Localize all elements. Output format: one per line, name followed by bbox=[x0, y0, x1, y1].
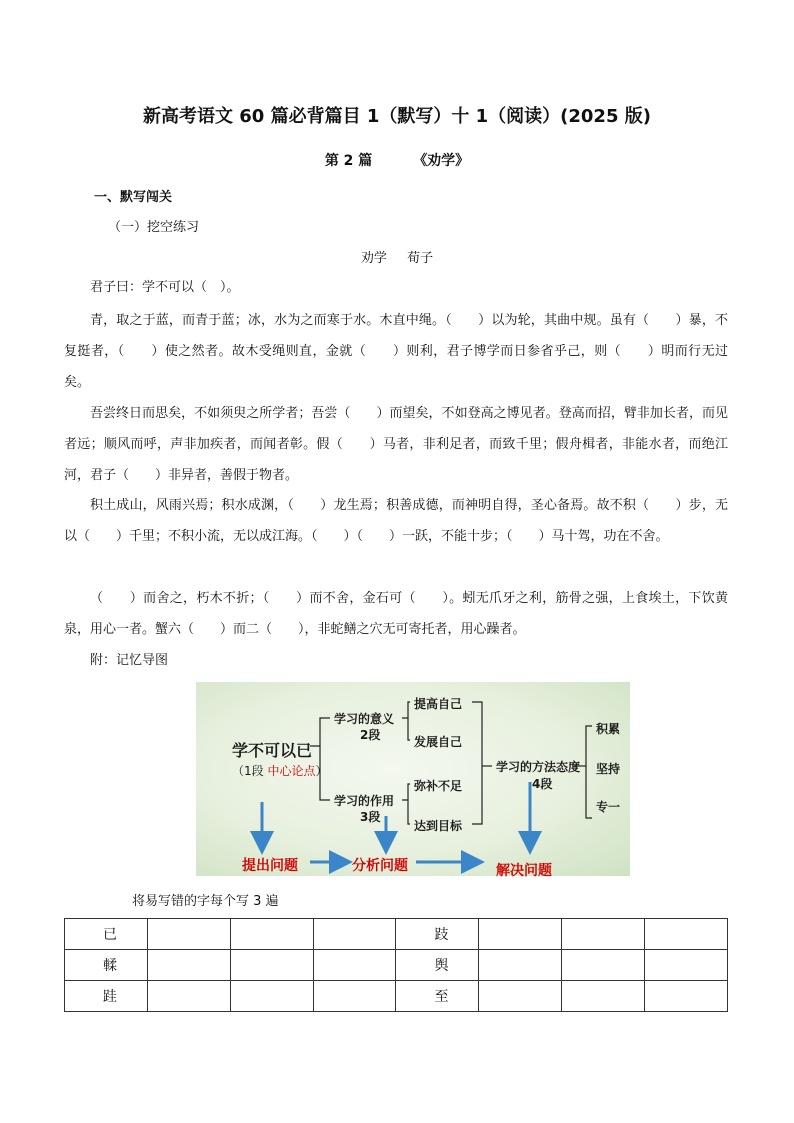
poem-heading bbox=[0, 247, 794, 266]
table-row bbox=[65, 981, 728, 1012]
practice-blank[interactable] bbox=[230, 981, 313, 1012]
paragraph-4: （ ）而舍之，朽木不折；（ ）而不舍，金石可（ ）。蚓无爪牙之利，筋骨之强，上食埃土，下饮黄泉，用心一者。蟹六（ ）而二（ ），非蛇鳝之穴无可寄托者，用心躁者。 bbox=[64, 591, 728, 637]
practice-blank[interactable] bbox=[645, 919, 728, 950]
practice-blank[interactable] bbox=[562, 950, 645, 981]
practice-char: 舆 bbox=[396, 950, 479, 981]
character-practice-table bbox=[64, 918, 728, 1012]
leaf-improve-self: 提高自己 bbox=[414, 697, 463, 711]
central-thesis-note bbox=[232, 762, 327, 779]
leaf-develop-self: 发展自己 bbox=[414, 735, 463, 749]
practice-blank[interactable] bbox=[147, 981, 230, 1012]
paragraph-0: 君子曰：学不可以（ ）。 bbox=[90, 280, 240, 295]
node-meaning: 学习的意义 bbox=[334, 712, 395, 726]
paragraph-1: 青，取之于蓝，而青于蓝；冰，水为之而寒于水。木直中绳。（ ）以为轮，其曲中规。虽有（ ）暴，不复挺者，（ ）使之然者。故木受绳则直，金就（ ）则利，君子博学而日参省乎己，则（ ）明而行无过矣。 bbox=[64, 313, 728, 390]
practice-blank[interactable] bbox=[313, 950, 396, 981]
node-effect-segment: 3段 bbox=[360, 810, 381, 824]
practice-char: 輮 bbox=[65, 950, 148, 981]
thesis-note-prefix: （1段 bbox=[232, 764, 268, 778]
article-number: 第 2 篇 bbox=[324, 153, 373, 169]
article-heading bbox=[0, 150, 794, 170]
practice-blank[interactable] bbox=[313, 919, 396, 950]
practice-instruction: 将易写错的字每个写 3 遍 bbox=[132, 894, 279, 909]
central-thesis: 学不可以已 bbox=[232, 741, 313, 760]
practice-blank[interactable] bbox=[230, 950, 313, 981]
document-title: 新高考语文 60 篇必背篇目 1（默写）十 1（阅读）(2025 版) bbox=[143, 106, 651, 127]
practice-blank[interactable] bbox=[645, 981, 728, 1012]
practice-blank[interactable] bbox=[562, 981, 645, 1012]
practice-blank[interactable] bbox=[147, 950, 230, 981]
paragraph-3: 积土成山，风雨兴焉；积水成渊，（ ）龙生焉；积善成德，而神明自得，圣心备焉。故不积（ ）步，无以（ ）千里；不积小流，无以成江海。（ ）（ ）一跃，不能十步；（ ）马十驾，功在不舍。 bbox=[64, 498, 728, 544]
method-persist: 坚持 bbox=[596, 762, 621, 776]
subsection-heading: （一）挖空练习 bbox=[108, 220, 200, 235]
node-method-segment: 4段 bbox=[532, 777, 553, 791]
practice-char: 跬 bbox=[65, 981, 148, 1012]
practice-blank[interactable] bbox=[479, 950, 562, 981]
practice-blank[interactable] bbox=[562, 919, 645, 950]
step-analyze-question: 分析问题 bbox=[352, 858, 408, 874]
practice-char: 已 bbox=[65, 919, 148, 950]
practice-blank[interactable] bbox=[479, 981, 562, 1012]
practice-char: 至 bbox=[396, 981, 479, 1012]
appendix-label: 附：记忆导图 bbox=[90, 653, 169, 668]
poem-title: 劝学 bbox=[360, 251, 387, 266]
practice-char: 跂 bbox=[396, 919, 479, 950]
table-row bbox=[65, 919, 728, 950]
memory-mind-map bbox=[196, 682, 630, 879]
practice-blank[interactable] bbox=[230, 919, 313, 950]
mind-map-connectors bbox=[196, 682, 630, 876]
leaf-make-up-deficit: 弥补不足 bbox=[414, 779, 463, 793]
article-name: 《劝学》 bbox=[413, 153, 470, 169]
section-heading: 一、默写闯关 bbox=[94, 190, 173, 205]
thesis-note-highlight: 中心论点 bbox=[267, 764, 316, 778]
poem-author: 荀子 bbox=[407, 251, 434, 266]
practice-blank[interactable] bbox=[479, 919, 562, 950]
table-row bbox=[65, 950, 728, 981]
paragraph-2: 吾尝终日而思矣，不如须臾之所学者；吾尝（ ）而望矣，不如登高之博见者。登高而招，臂非加长者，而见者远；顺风而呼，声非加疾者，而闻者彰。假（ ）马者，非利足者，而致千里；假舟楫者，非能水者，而绝江河，君子（ ）非异者，善假于物者。 bbox=[64, 406, 728, 483]
method-focus: 专一 bbox=[596, 800, 621, 814]
practice-blank[interactable] bbox=[645, 950, 728, 981]
practice-blank[interactable] bbox=[313, 981, 396, 1012]
step-solve-question: 解决问题 bbox=[496, 863, 552, 879]
thesis-note-suffix: ） bbox=[315, 764, 328, 778]
node-method: 学习的方法态度 bbox=[496, 760, 581, 774]
leaf-reach-goal: 达到目标 bbox=[414, 819, 463, 833]
step-raise-question: 提出问题 bbox=[242, 858, 298, 874]
node-effect: 学习的作用 bbox=[334, 794, 395, 808]
method-accumulate: 积累 bbox=[596, 722, 621, 736]
practice-blank[interactable] bbox=[147, 919, 230, 950]
node-meaning-segment: 2段 bbox=[360, 728, 381, 742]
